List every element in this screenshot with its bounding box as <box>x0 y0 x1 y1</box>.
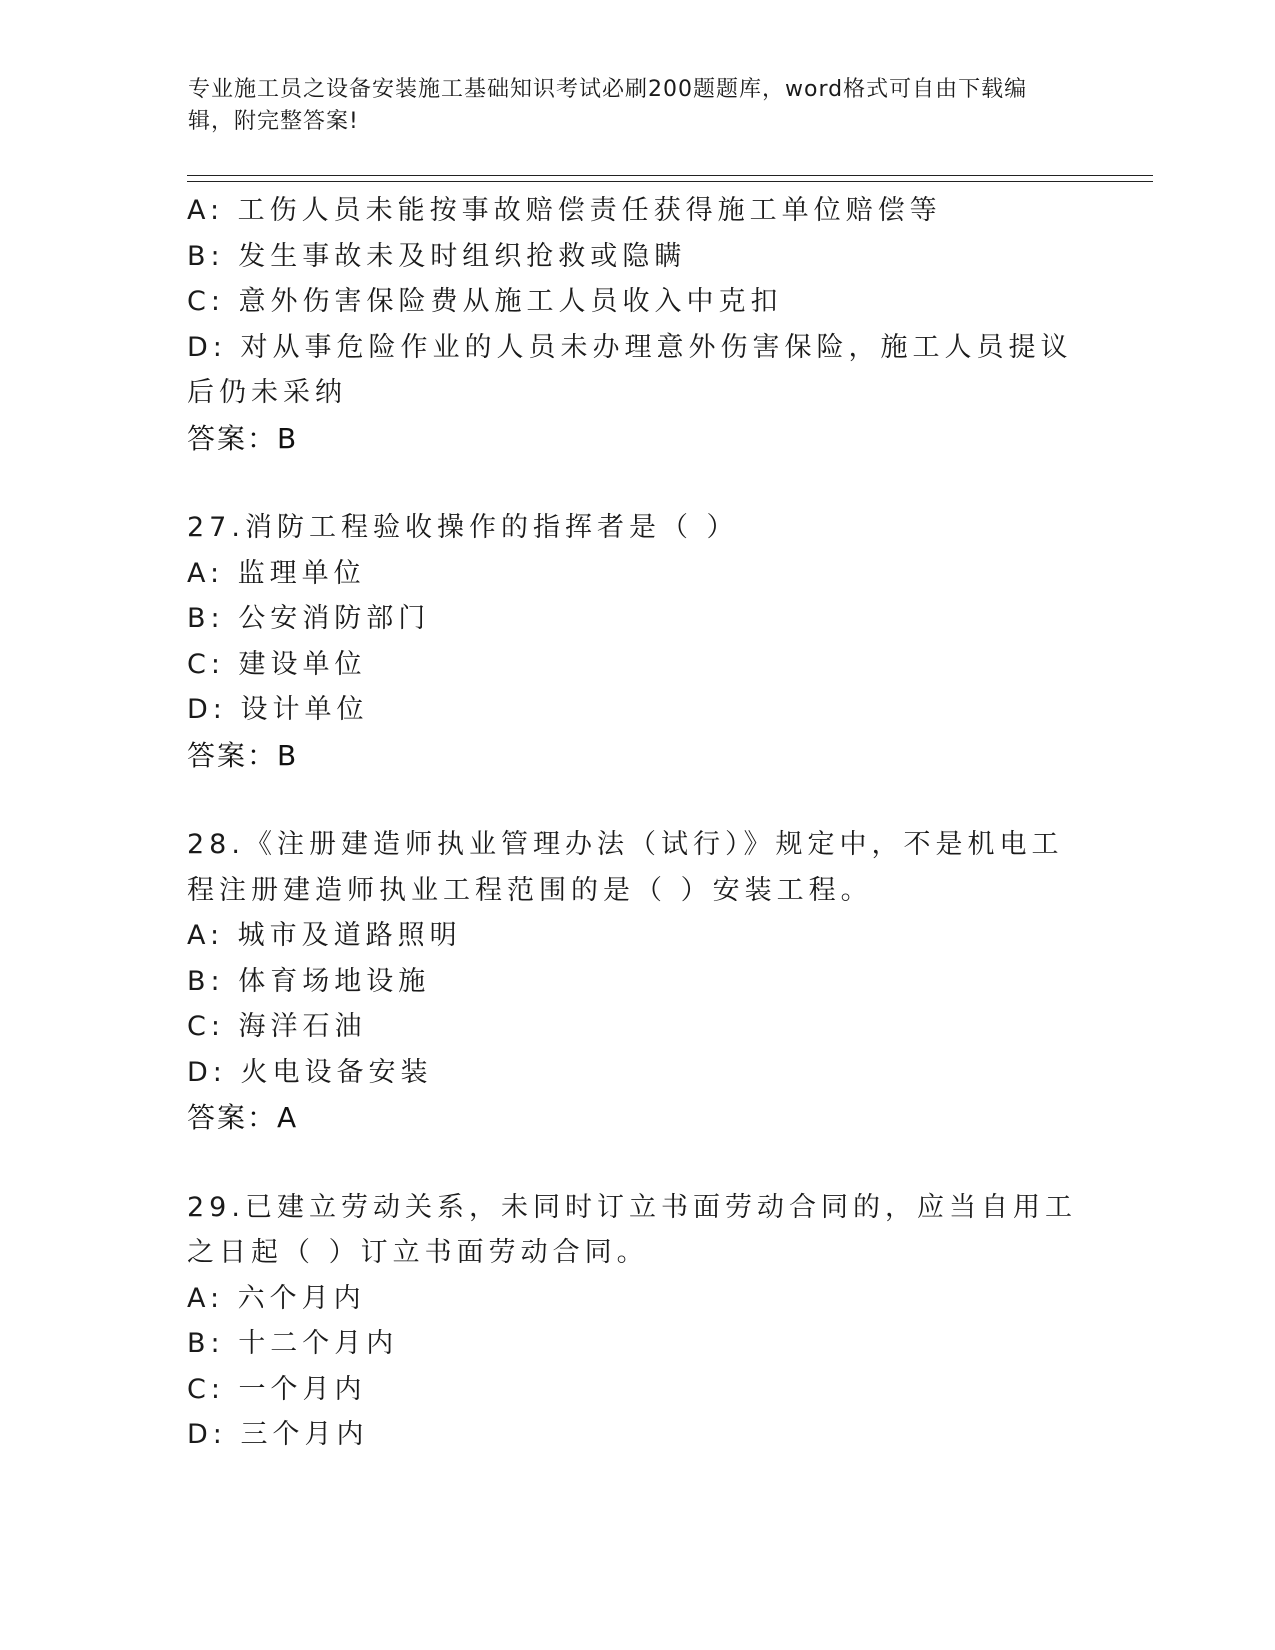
question-block <box>187 822 1077 1141</box>
question-27: 27.消防工程验收操作的指挥者是（ ） <box>187 512 739 543</box>
option-b: B: 发生事故未及时组织抢救或隐瞒 <box>187 240 687 272</box>
option-c: C: 建设单位 <box>187 648 367 680</box>
question-block <box>187 1185 1077 1458</box>
question-list <box>187 188 1077 1458</box>
option-a: A: 六个月内 <box>187 1282 366 1314</box>
option-b: B: 十二个月内 <box>187 1328 399 1359</box>
option-d: D: 三个月内 <box>187 1419 369 1450</box>
answer-label: 答案：B <box>187 421 299 455</box>
option-b: B: 公安消防部门 <box>187 603 431 634</box>
document-header: 专业施工员之设备安装施工基础知识考试必刷200题题库，word格式可自由下载编辑，附完整答案! <box>188 77 1028 134</box>
option-a: A: 城市及道路照明 <box>187 920 462 951</box>
option-d: D: 火电设备安装 <box>187 1056 433 1088</box>
question-28: 28.《注册建造师执业管理办法（试行）》规定中，不是机电工程注册建造师执业工程范围的是（ ）安装工程。 <box>187 829 1064 906</box>
question-block <box>187 188 1077 461</box>
header-divider-top <box>187 175 1153 176</box>
answer-label: 答案：A <box>187 1101 299 1134</box>
option-c: C: 意外伤害保险费从施工人员收入中克扣 <box>187 286 783 317</box>
option-a: A: 监理单位 <box>187 557 366 589</box>
header-divider-bottom <box>187 181 1153 182</box>
question-29: 29.已建立劳动关系，未同时订立书面劳动合同的，应当自用工之日起（ ）订立书面劳动合同。 <box>187 1191 1077 1268</box>
option-b: B: 体育场地设施 <box>187 965 431 997</box>
option-c: C: 海洋石油 <box>187 1011 367 1042</box>
option-d: D: 对从事危险作业的人员未办理意外伤害保险，施工人员提议后仍未采纳 <box>187 331 1073 408</box>
answer-label: 答案：B <box>187 738 299 772</box>
question-block <box>187 505 1077 778</box>
option-a: A: 工伤人员未能按事故赔偿责任获得施工单位赔偿等 <box>187 195 942 226</box>
option-d: D: 设计单位 <box>187 694 369 725</box>
option-c: C: 一个月内 <box>187 1373 367 1405</box>
